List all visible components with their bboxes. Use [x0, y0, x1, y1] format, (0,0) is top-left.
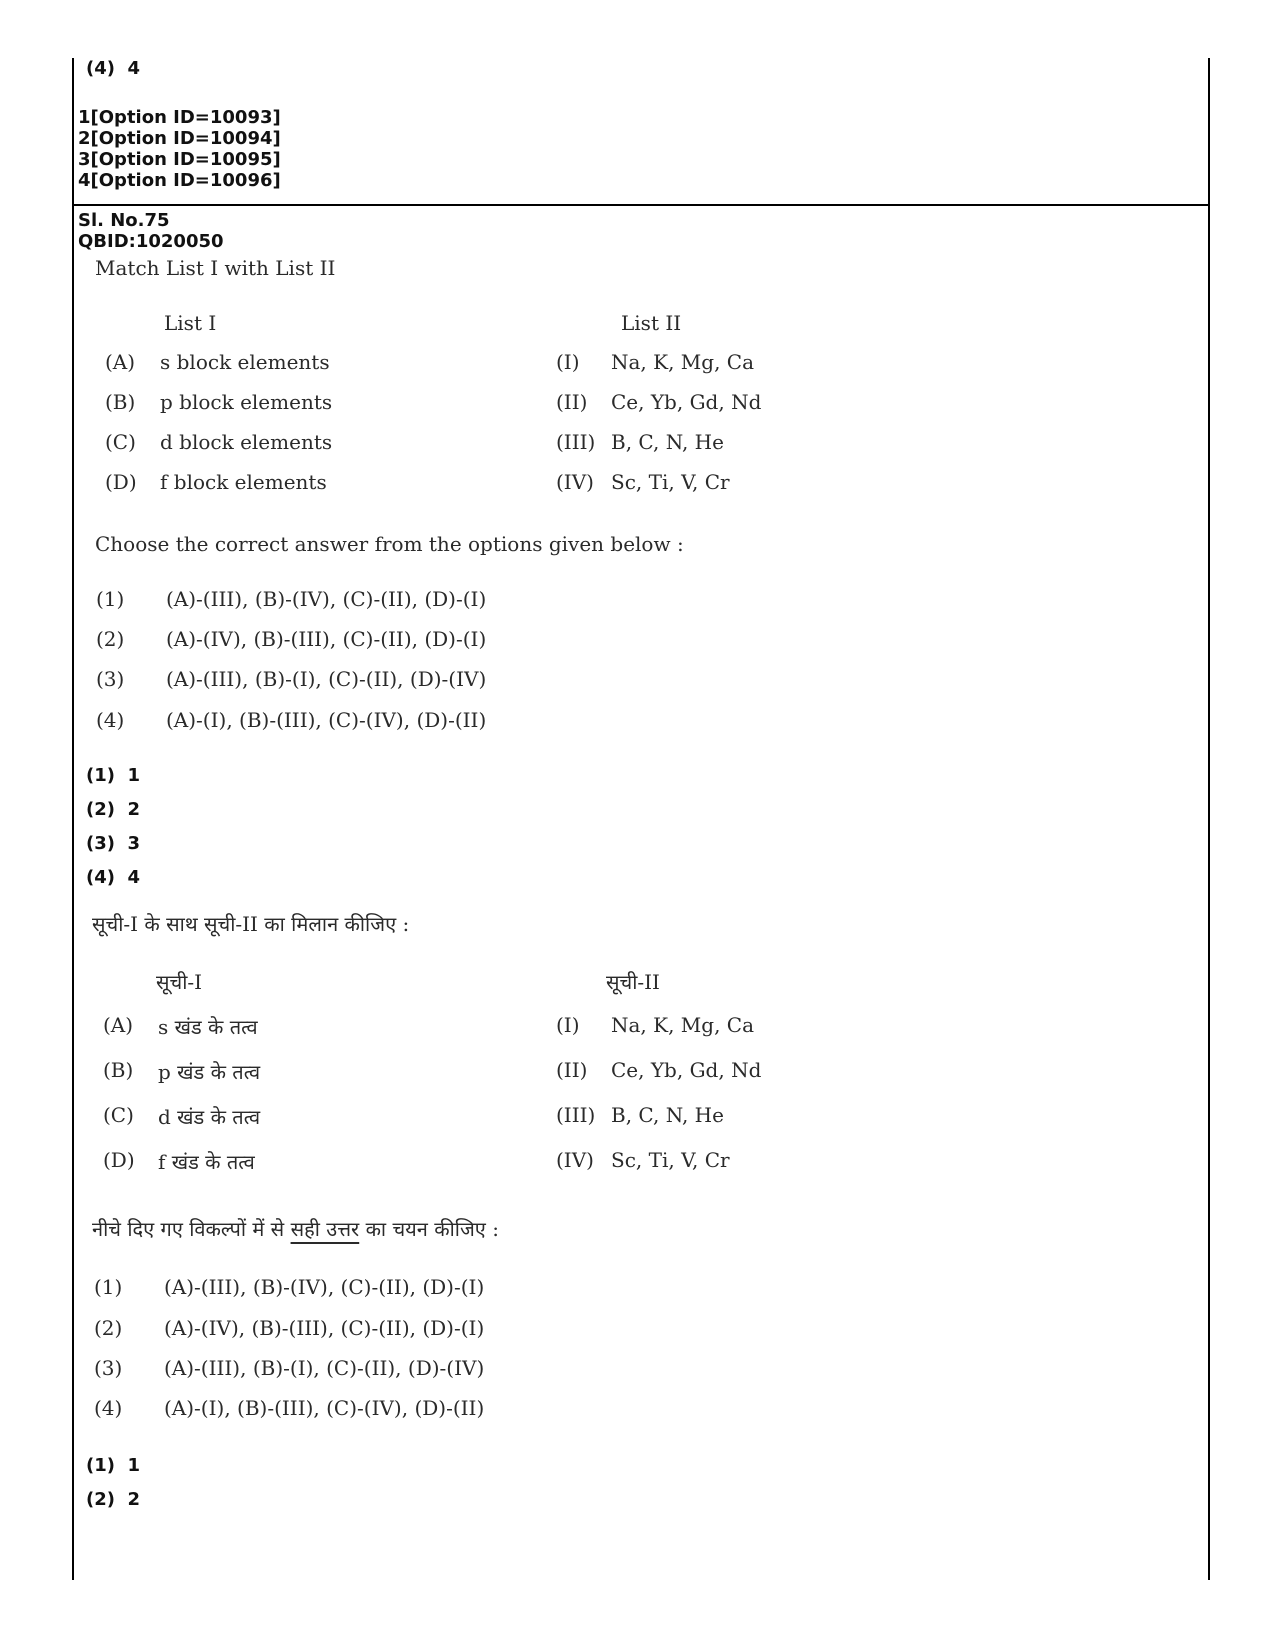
choice-number: (2): [86, 799, 115, 820]
hindi-option-text: (A)-(I), (B)-(III), (C)-(IV), (D)-(II): [164, 1396, 485, 1420]
choice-number: (3): [86, 833, 115, 854]
english-list1-title: List I: [164, 311, 217, 335]
question-header: [78, 210, 224, 252]
english-prompt: Match List I with List II: [95, 256, 336, 280]
choice-value: 2: [127, 1489, 141, 1510]
english-list1-item: p block elements: [160, 390, 333, 414]
question-bank-id: QBID:1020050: [78, 231, 224, 252]
english-option-text: (A)-(III), (B)-(IV), (C)-(II), (D)-(I): [166, 587, 487, 611]
hindi-list2-item: Sc, Ti, V, Cr: [611, 1148, 730, 1172]
choice-value: 1: [127, 1455, 141, 1476]
choice-number: (2): [86, 1489, 115, 1510]
hindi-list2-key: (I): [556, 1013, 580, 1037]
hindi-prompt: सूची-I के साथ सूची-II का मिलान कीजिए :: [92, 912, 410, 936]
page-left-border: [72, 58, 74, 1580]
hindi-list1-key: (B): [103, 1058, 134, 1082]
english-list2-item: Na, K, Mg, Ca: [611, 350, 755, 374]
english-list1-key: (B): [105, 390, 136, 414]
choice-number: (4): [86, 58, 115, 79]
hindi-list2-item: B, C, N, He: [611, 1103, 724, 1127]
english-list2-item: Sc, Ti, V, Cr: [611, 470, 730, 494]
answer-choice-3[interactable]: [86, 833, 140, 854]
choice-value: 4: [127, 58, 141, 79]
english-option-number: (1): [96, 587, 125, 611]
english-option-text: (A)-(I), (B)-(III), (C)-(IV), (D)-(II): [166, 708, 487, 732]
hindi-option-number: (4): [94, 1396, 123, 1420]
hindi-list2-key: (II): [556, 1058, 588, 1082]
english-list2-item: B, C, N, He: [611, 430, 724, 454]
hindi-option-number: (3): [94, 1356, 123, 1380]
hindi-list1-item: s खंड के तत्व: [158, 1015, 258, 1039]
english-list2-item: Ce, Yb, Gd, Nd: [611, 390, 762, 414]
english-list2-key: (II): [556, 390, 588, 414]
english-option-text: (A)-(IV), (B)-(III), (C)-(II), (D)-(I): [166, 627, 487, 651]
hindi-option-number: (2): [94, 1316, 123, 1340]
hindi-list1-item: f खंड के तत्व: [158, 1150, 255, 1174]
hindi-choose-instruction: [92, 1215, 499, 1242]
english-option-number: (4): [96, 708, 125, 732]
choice-value: 4: [127, 867, 141, 888]
english-list1-item: f block elements: [160, 470, 327, 494]
hindi-list1-key: (A): [103, 1013, 134, 1037]
english-list1-key: (A): [105, 350, 136, 374]
choice-value: 1: [127, 765, 141, 786]
english-option-text: (A)-(III), (B)-(I), (C)-(II), (D)-(IV): [166, 667, 487, 691]
hindi-choose-underlined: सही उत्तर: [290, 1217, 360, 1241]
choice-number: (1): [86, 765, 115, 786]
hindi-list2-title: सूची-II: [606, 970, 660, 994]
english-list1-key: (D): [105, 470, 137, 494]
option-id-list: [78, 107, 281, 191]
english-choose-instruction: Choose the correct answer from the options given below :: [95, 532, 684, 556]
english-option-number: (3): [96, 667, 125, 691]
choice-number: (4): [86, 867, 115, 888]
option-id-2: 2[Option ID=10094]: [78, 128, 281, 149]
english-list2-key: (I): [556, 350, 580, 374]
english-list2-title: List II: [621, 311, 682, 335]
hindi-option-text: (A)-(III), (B)-(IV), (C)-(II), (D)-(I): [164, 1275, 485, 1299]
hindi-list2-key: (III): [556, 1103, 596, 1127]
hindi-list1-item: d खंड के तत्व: [158, 1105, 261, 1129]
english-option-number: (2): [96, 627, 125, 651]
hindi-option-text: (A)-(IV), (B)-(III), (C)-(II), (D)-(I): [164, 1316, 485, 1340]
choice-number: (1): [86, 1455, 115, 1476]
choice-value: 2: [127, 799, 141, 820]
answer-choice-1[interactable]: [86, 1455, 140, 1476]
option-id-4: 4[Option ID=10096]: [78, 170, 281, 191]
hindi-list1-title: सूची-I: [156, 970, 203, 994]
hindi-list2-item: Na, K, Mg, Ca: [611, 1013, 755, 1037]
english-list1-item: s block elements: [160, 350, 330, 374]
english-list2-key: (III): [556, 430, 596, 454]
hindi-list1-key: (D): [103, 1148, 135, 1172]
english-list2-key: (IV): [556, 470, 594, 494]
hindi-list1-item: p खंड के तत्व: [158, 1060, 261, 1084]
page-right-border: [1208, 58, 1210, 1580]
answer-choice-1[interactable]: [86, 765, 140, 786]
serial-number: Sl. No.75: [78, 210, 170, 231]
answer-choice-2[interactable]: [86, 799, 140, 820]
option-id-3: 3[Option ID=10095]: [78, 149, 281, 170]
hindi-choose-before: नीचे दिए गए विकल्पों में से: [92, 1217, 291, 1241]
hindi-list2-key: (IV): [556, 1148, 594, 1172]
question-separator: [72, 204, 1210, 206]
english-list1-key: (C): [105, 430, 136, 454]
prev-answer-choice-4: [86, 58, 140, 79]
english-list1-item: d block elements: [160, 430, 333, 454]
hindi-list1-key: (C): [103, 1103, 134, 1127]
answer-choice-2[interactable]: [86, 1489, 140, 1510]
hindi-choose-after: का चयन कीजिए :: [359, 1217, 499, 1241]
hindi-option-number: (1): [94, 1275, 123, 1299]
option-id-1: 1[Option ID=10093]: [78, 107, 281, 128]
hindi-option-text: (A)-(III), (B)-(I), (C)-(II), (D)-(IV): [164, 1356, 485, 1380]
hindi-list2-item: Ce, Yb, Gd, Nd: [611, 1058, 762, 1082]
answer-choice-4[interactable]: [86, 867, 140, 888]
choice-value: 3: [127, 833, 141, 854]
